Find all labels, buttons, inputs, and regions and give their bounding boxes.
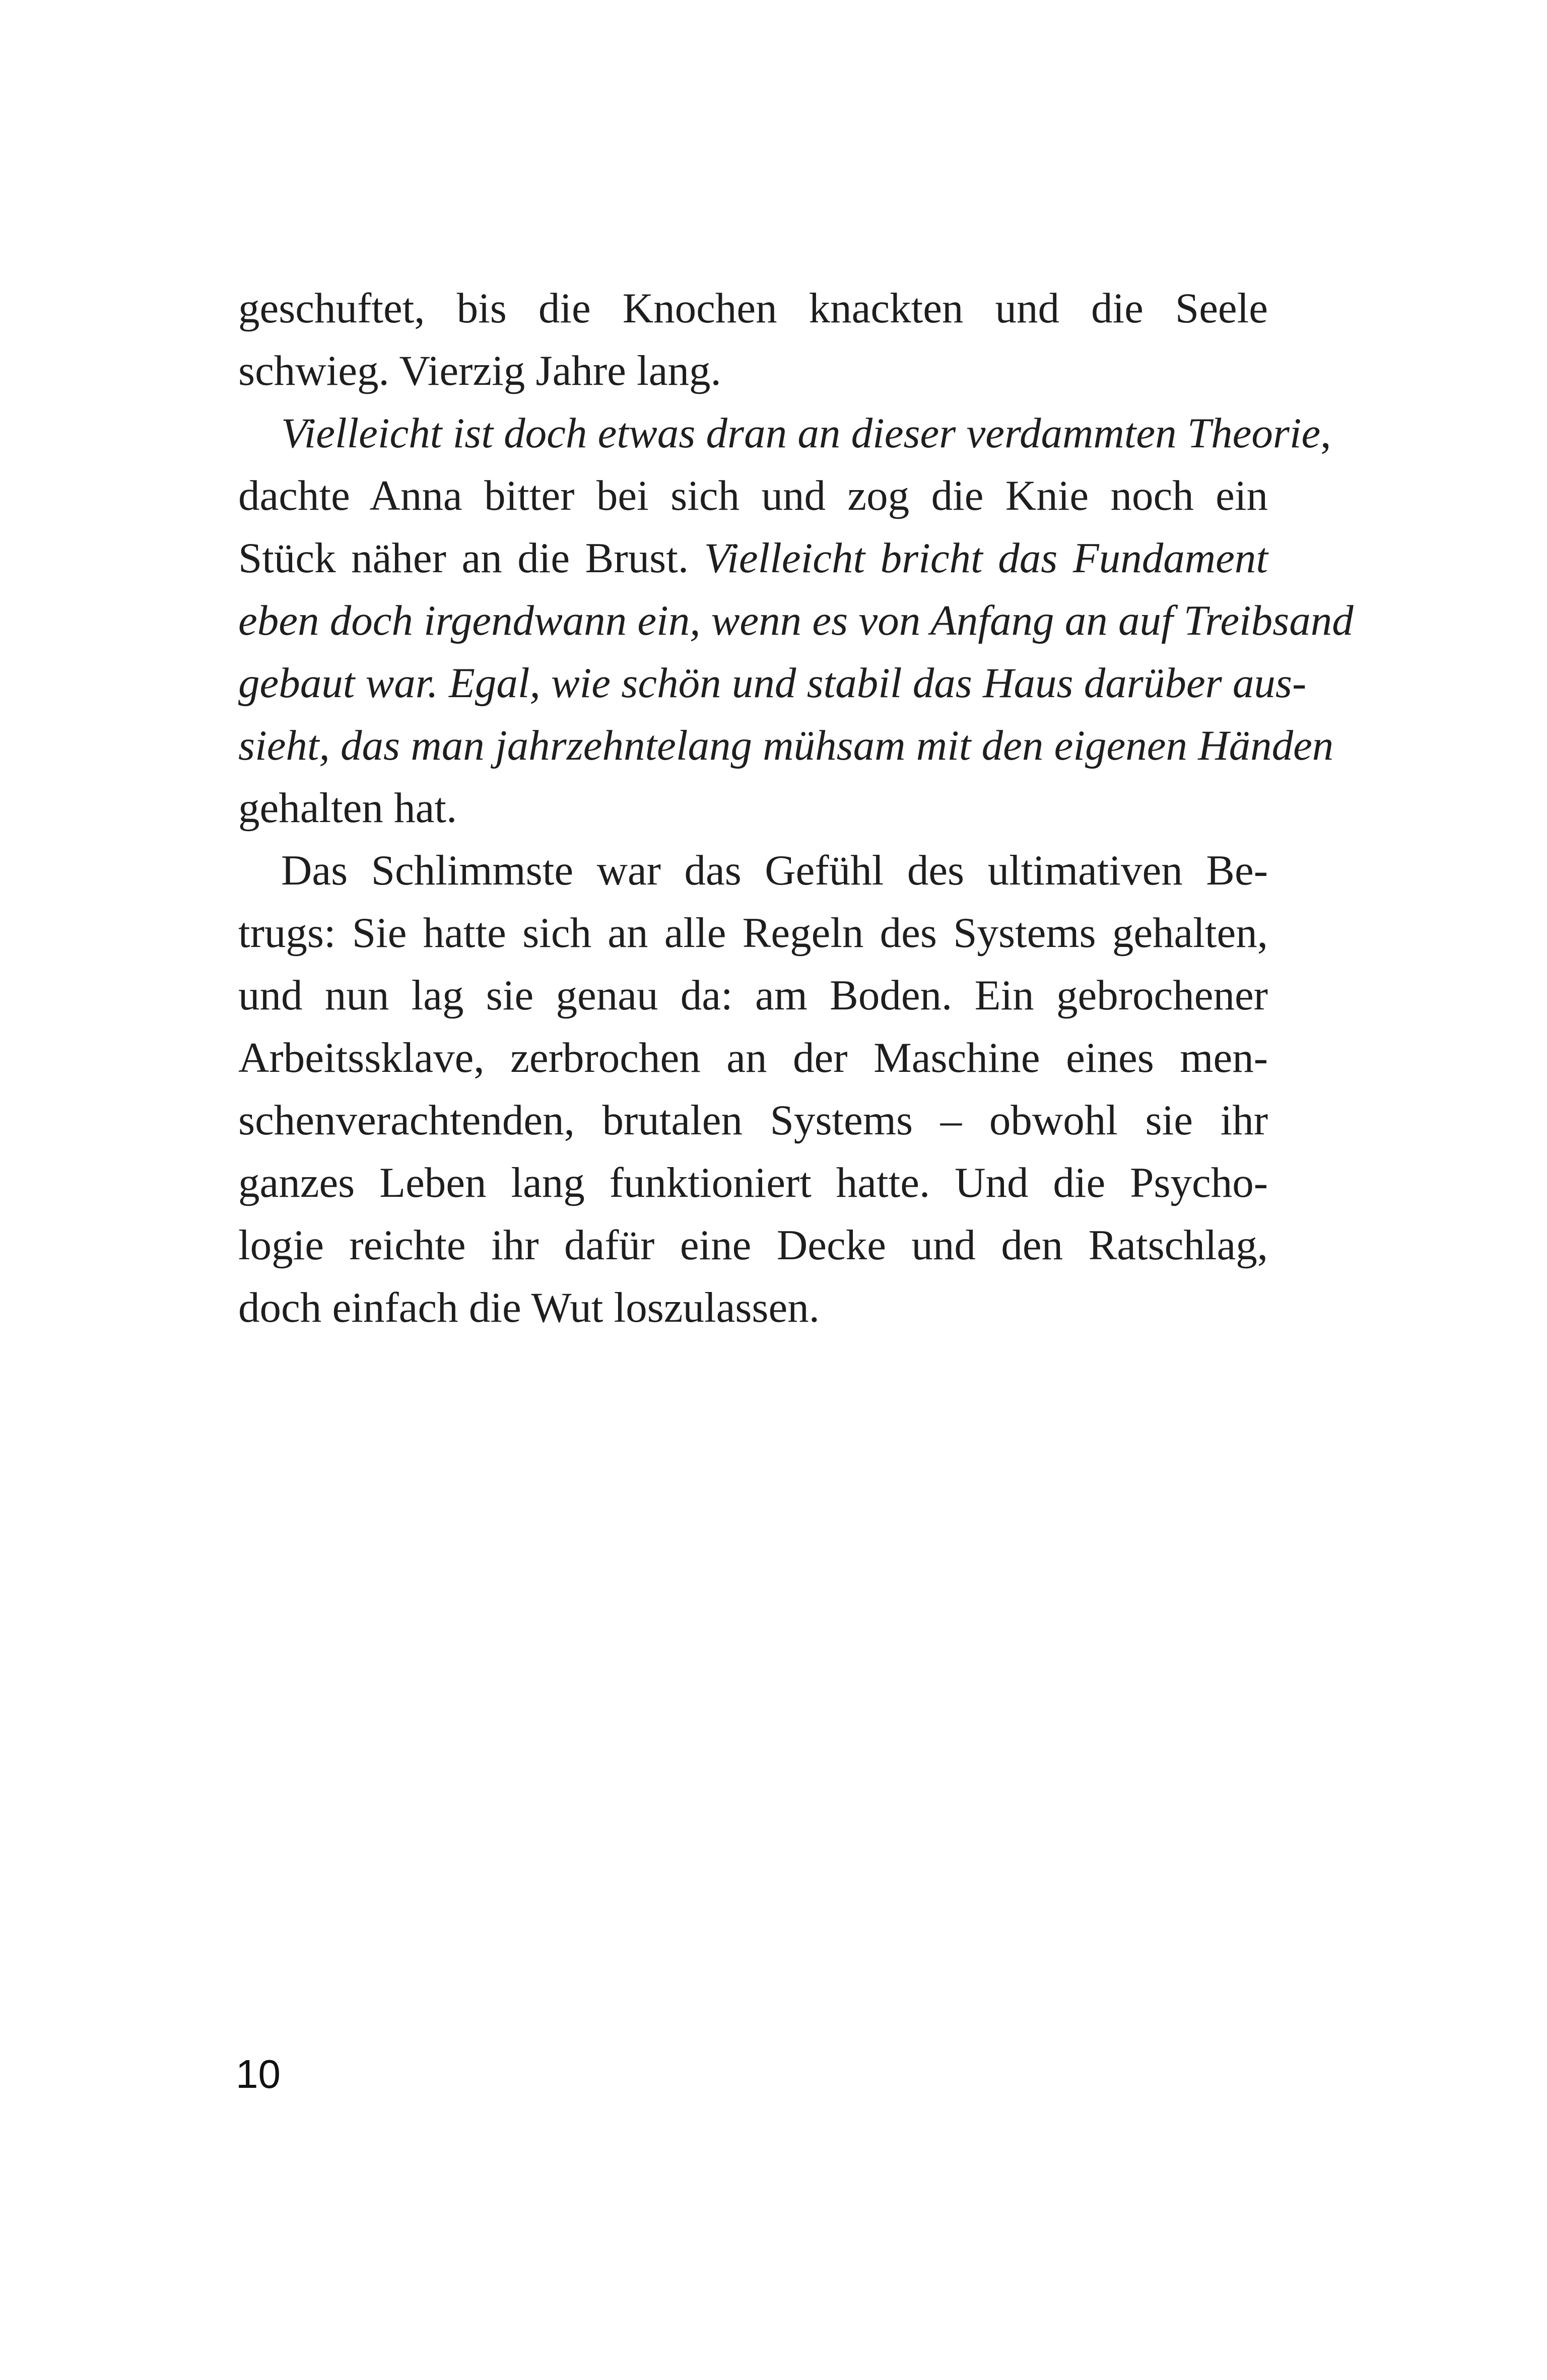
text-line (238, 1276, 1268, 1339)
paragraph (238, 839, 1268, 1339)
text-segment: schwieg. Vierzig Jahre lang. (238, 347, 721, 394)
text-line (238, 777, 1268, 839)
italic-text: sieht, das man jahrzehntelang mühsam mit den eigenen Händen (238, 722, 1334, 769)
text-line (238, 652, 1307, 714)
text-line (238, 902, 1268, 964)
text-line (238, 1214, 1268, 1276)
text-segment: dachte Anna bitter bei sich und zog die Knie noch ein (238, 472, 1268, 519)
italic-text: gebaut war. Egal, wie schön und stabil das Haus darüber aus- (238, 659, 1307, 707)
text-line (238, 714, 1334, 777)
paragraph (238, 402, 1354, 839)
text-line (238, 402, 1331, 464)
text-segment: Arbeitssklave, zerbrochen an der Maschine eines men- (238, 1034, 1268, 1081)
italic-text: Vielleicht ist doch etwas dran an dieser verdammten Theorie (281, 410, 1321, 457)
text-segment: und nun lag sie genau da: am Boden. Ein gebrochener (238, 972, 1268, 1019)
text-line (238, 464, 1268, 527)
text-line (238, 1151, 1268, 1214)
text-line (238, 589, 1354, 652)
italic-text: Vielleicht bricht das Fundament (704, 534, 1268, 582)
text-line (238, 277, 1268, 339)
text-line (238, 1089, 1268, 1151)
text-line (238, 527, 1268, 589)
text-segment: logie reichte ihr dafür eine Decke und den Ratschlag, (238, 1221, 1268, 1269)
text-segment: Stück näher an die Brust. (238, 534, 704, 582)
text-segment: Das Schlimmste war das Gefühl des ultimativen Be- (281, 847, 1268, 894)
text-line (238, 339, 1268, 402)
text-segment: gehalten hat. (238, 784, 457, 832)
text-line (238, 1027, 1268, 1089)
text-segment: schenverachtenden, brutalen Systems – obwohl sie ihr (238, 1097, 1268, 1144)
italic-text: eben doch irgendwann ein, wenn es von Anfang an auf Treibsand (238, 597, 1354, 644)
text-line (238, 839, 1268, 902)
text-segment: trugs: Sie hatte sich an alle Regeln des Systems gehalten, (238, 909, 1268, 957)
body-text (238, 277, 1354, 1339)
text-segment: ganzes Leben lang funktioniert hatte. Und die Psycho- (238, 1159, 1268, 1206)
text-segment: doch einfach die Wut loszulassen. (238, 1284, 820, 1331)
page-number: 10 (236, 2052, 281, 2096)
paragraph (238, 277, 1268, 402)
text-segment: , (1320, 410, 1331, 457)
text-line (238, 964, 1268, 1027)
text-segment: geschuftet, bis die Knochen knackten und die Seele (238, 285, 1268, 332)
